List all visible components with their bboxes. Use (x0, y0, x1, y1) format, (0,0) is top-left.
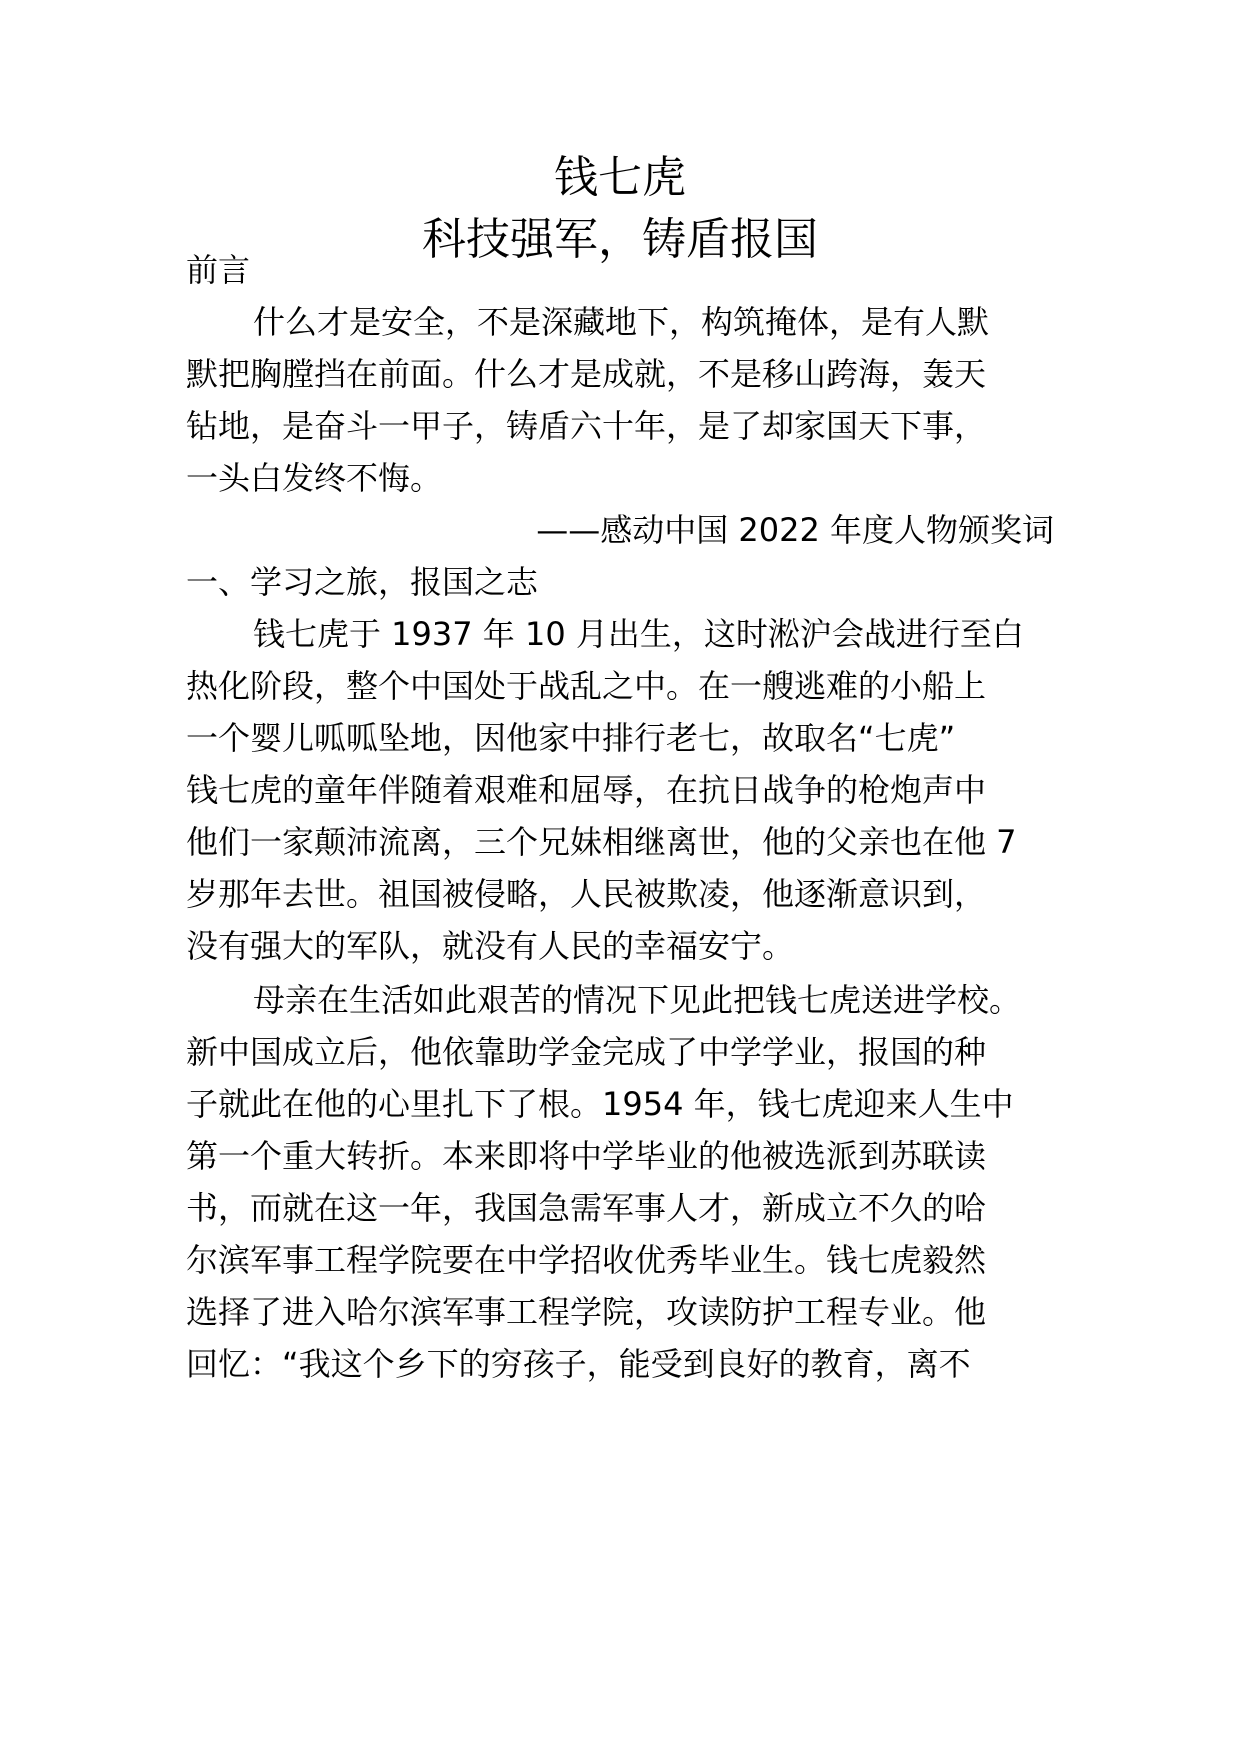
paragraph-line: 钱七虎的童年伴随着艰难和屈辱，在抗日战争的枪炮声中 (186, 771, 987, 809)
paragraph-line: 选择了进入哈尔滨军事工程学院，攻读防护工程专业。他 (186, 1293, 987, 1331)
paragraph-line: 母亲在生活如此艰苦的情况下见此把钱七虎送进学校。 (253, 981, 1022, 1019)
preface-heading: 前言 (186, 251, 251, 289)
section-heading: 一、学习之旅，报国之志 (186, 563, 539, 601)
paragraph-line: 回忆：“我这个乡下的穷孩子，能受到良好的教育，离不 (186, 1345, 971, 1383)
paragraph-line: 一个婴儿呱呱坠地，因他家中排行老七，故取名“七虎” (186, 719, 956, 757)
paragraph-line: 钱七虎于 1937 年 10 月出生，这时淞沪会战进行至白 (253, 615, 1024, 653)
paragraph-line: 第一个重大转折。本来即将中学毕业的他被选派到苏联读 (186, 1137, 987, 1175)
paragraph-line: 热化阶段，整个中国处于战乱之中。在一艘逃难的小船上 (186, 667, 987, 705)
paragraph-line: 子就此在他的心里扎下了根。1954 年，钱七虎迎来人生中 (186, 1085, 1014, 1123)
paragraph-line: 岁那年去世。祖国被侵略，人民被欺凌，他逐渐意识到， (186, 875, 987, 913)
preface-line: 默把胸膛挡在前面。什么才是成就，不是移山跨海，轰天 (186, 355, 987, 393)
title-name: 钱七虎 (554, 152, 686, 203)
paragraph-line: 书，而就在这一年，我国急需军事人才，新成立不久的哈 (186, 1189, 987, 1227)
paragraph-line: 新中国成立后，他依靠助学金完成了中学学业，报国的种 (186, 1033, 987, 1071)
paragraph-line: 尔滨军事工程学院要在中学招收优秀毕业生。钱七虎毅然 (186, 1241, 987, 1279)
paragraph-line: 他们一家颠沛流离，三个兄妹相继离世，他的父亲也在他 7 (186, 823, 1017, 861)
preface-line: 什么才是安全，不是深藏地下，构筑掩体，是有人默 (253, 303, 990, 341)
paragraph-line: 没有强大的军队，就没有人民的幸福安宁。 (186, 927, 795, 965)
preface-attribution: ——感动中国 2022 年度人物颁奖词 (536, 511, 1054, 549)
preface-line: 钻地，是奋斗一甲子，铸盾六十年，是了却家国天下事， (186, 407, 987, 445)
title-motto: 科技强军，铸盾报国 (422, 214, 818, 265)
preface-line: 一头白发终不悔。 (186, 459, 443, 497)
